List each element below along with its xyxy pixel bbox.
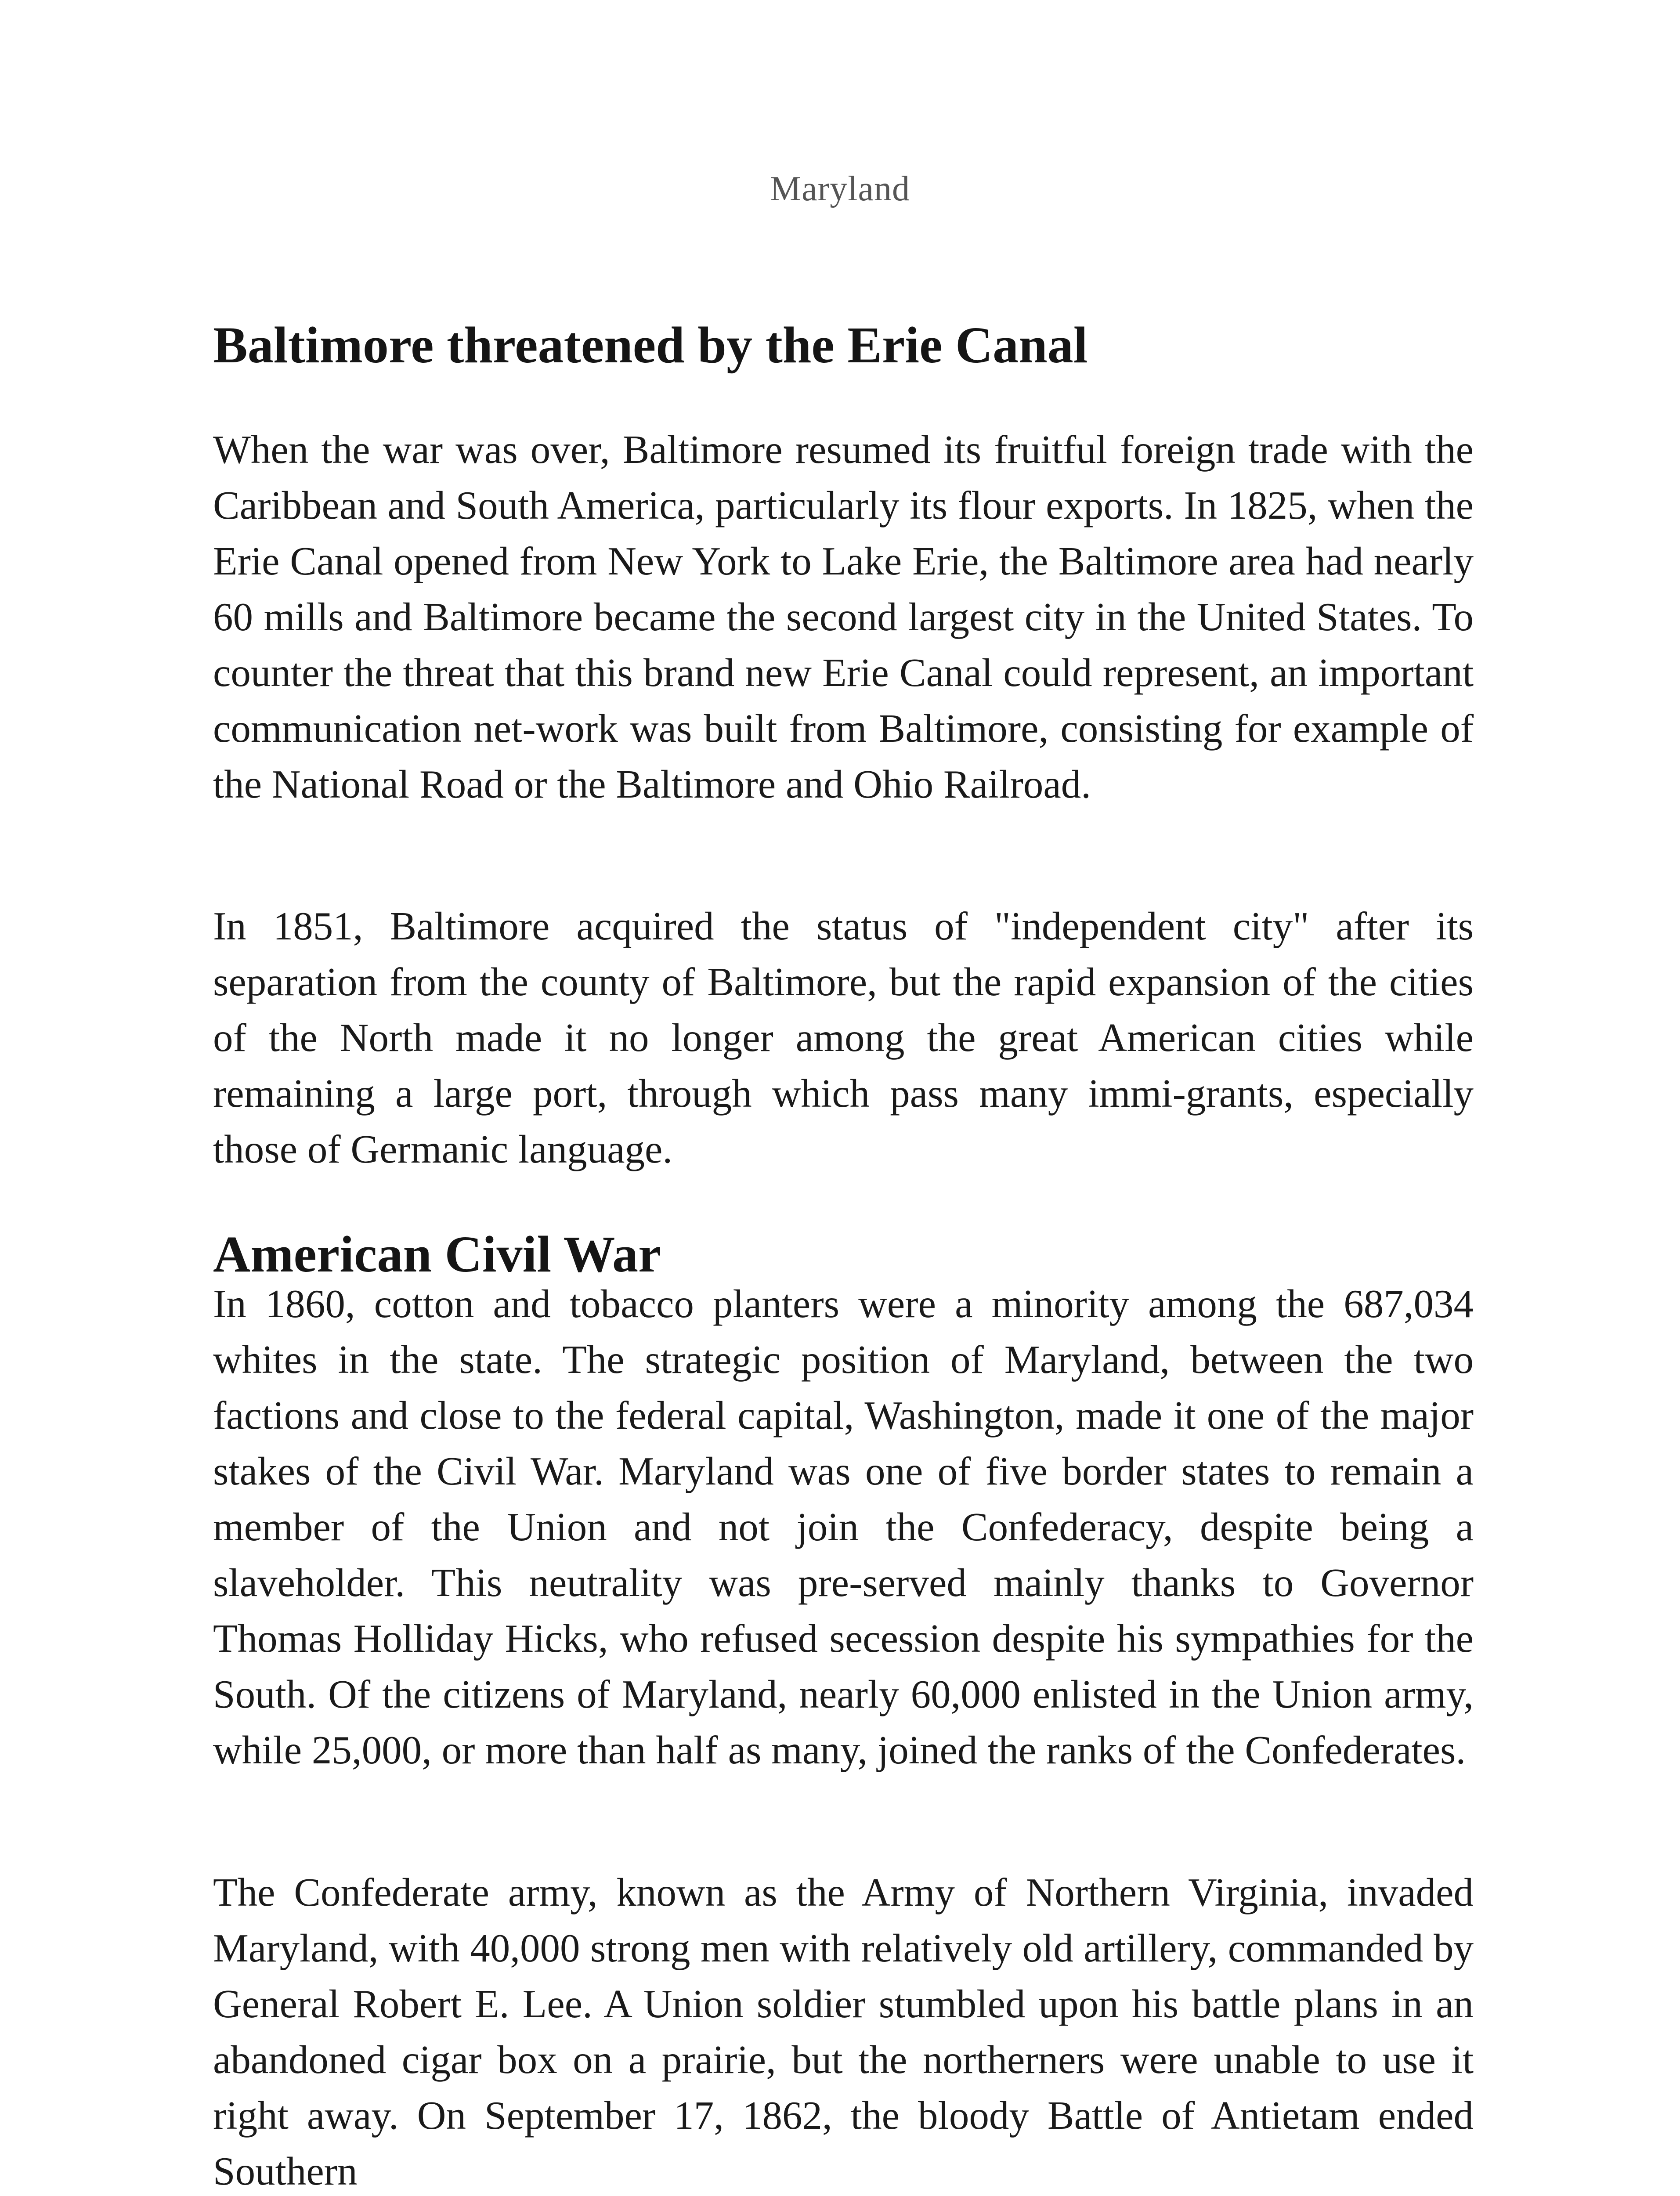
- paragraph-civil-war-1: In 1860, cotton and tobacco planters were a minority among the 687,034 whites in the state. The strategic position of Maryland, between the two factions and close to the federal capital, Washington, made it one of the major stakes of the Civil War. Maryland was one of five border states to remain a member of the Union and not join the Confederacy, despite being a slaveholder. This neutrality was pre-served mainly thanks to Governor Thomas Holliday Hicks, who refused secession despite his sympathies for the South. Of the citizens of Maryland, nearly 60,000 enlisted in the Union army, while 25,000, or more than half as many, joined the ranks of the Confederates.: [213, 1282, 1474, 1772]
- section-heading-civil-war: American Civil War: [213, 1225, 661, 1283]
- paragraph-erie-canal-1: When the war was over, Baltimore resumed its fruitful foreign trade with the Caribbean and South America, particularly its flour exports. In 1825, when the Erie Canal opened from New York to Lake Erie, the Baltimore area had nearly 60 mills and Baltimore became the second largest city in the United States. To counter the threat that this brand new Erie Canal could represent, an important communication net-work was built from Baltimore, consisting for example of the National Road or the Baltimore and Ohio Railroad.: [213, 427, 1474, 806]
- paragraph-civil-war-2: The Confederate army, known as the Army of Northern Virginia, invaded Maryland, with 40,000 strong men with relatively old artillery, commanded by General Robert E. Lee. A Union soldier stumbled upon his battle plans in an abandoned cigar box on a prairie, but the northerners were unable to use it right away. On September 17, 1862, the bloody Battle of Antietam ended Southern: [213, 1870, 1474, 2193]
- running-header: Maryland: [770, 170, 910, 208]
- paragraph-erie-canal-2: In 1851, Baltimore acquired the status of "independent city" after its separation from the county of Baltimore, but the rapid expansion of the cities of the North made it no longer among the great American cities while remaining a large port, through which pass many immi-grants, especially those of Germanic language.: [213, 904, 1474, 1171]
- section-heading-erie-canal: Baltimore threatened by the Erie Canal: [213, 316, 1088, 374]
